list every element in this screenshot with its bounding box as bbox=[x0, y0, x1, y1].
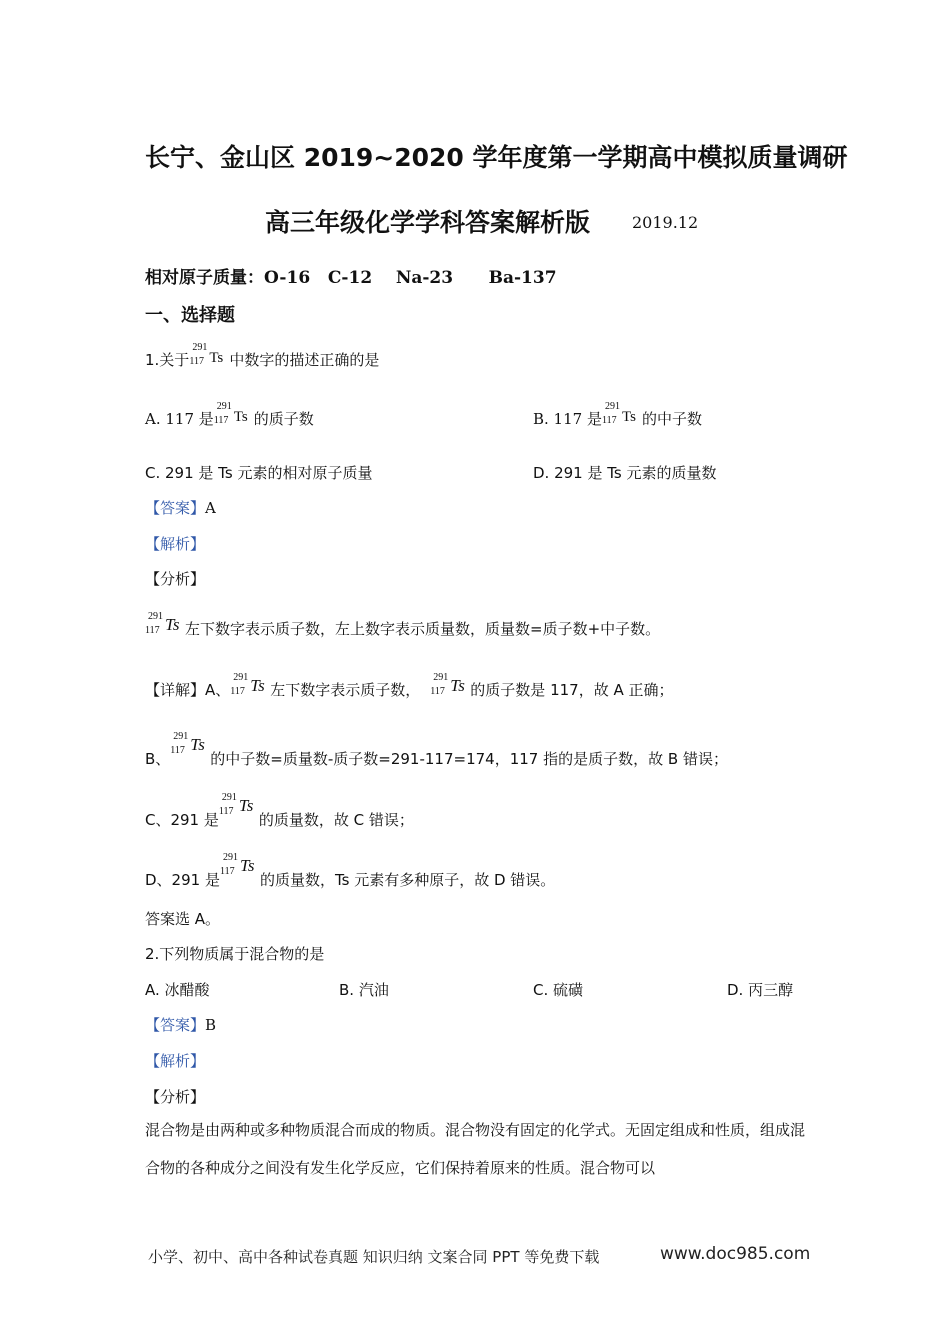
q1-answer-label: 【答案】 bbox=[145, 499, 206, 517]
nuclide-z: 117 bbox=[430, 686, 445, 697]
nuclide-symbol: Ts bbox=[250, 676, 265, 695]
nuclide-ts-italic bbox=[430, 673, 470, 701]
footer-text: 小学、初中、高中各种试卷真题 知识归纳 文案合同 PPT 等免费下载 bbox=[148, 1248, 600, 1266]
nuclide-ts-italic bbox=[220, 853, 260, 881]
nuclide-mass: 291 bbox=[173, 731, 189, 742]
q1-option-a-post: 的质子数 bbox=[253, 410, 314, 428]
footer-site-link[interactable]: www.doc985.com bbox=[660, 1244, 811, 1264]
q2-option-d: D. 丙三醇 bbox=[727, 981, 794, 999]
q1-detail-label: 【详解】 bbox=[145, 681, 206, 699]
q1-stem-suffix: 中数字的描述正确的是 bbox=[229, 351, 380, 369]
q1-conclusion: 答案选 A。 bbox=[145, 910, 221, 928]
q1-detail-b-post: 的中子数=质量数-质子数=291-117=174，117 指的是质子数，故 B 错误； bbox=[210, 750, 728, 768]
nuclide-mass: 291 bbox=[221, 792, 237, 803]
q1-stem bbox=[145, 343, 379, 371]
nuclide-symbol: Ts bbox=[190, 735, 205, 754]
nuclide-mass: 291 bbox=[222, 852, 238, 863]
nuclide-mass: 291 bbox=[148, 611, 163, 622]
q2-option-a: A. 冰醋酸 bbox=[145, 981, 210, 999]
q1-detail-c-post: 的质量数，故 C 错误； bbox=[258, 811, 414, 829]
nuclide-symbol: Ts bbox=[239, 856, 255, 875]
q1-option-b-pre: B. 117 是 bbox=[533, 410, 602, 428]
nuclide-mass: 291 bbox=[192, 342, 208, 353]
nuclide-z: 117 bbox=[218, 806, 234, 817]
q2-analysis-label: 【解析】 bbox=[145, 1052, 206, 1070]
nuclide-symbol: Ts bbox=[238, 796, 254, 815]
nuclide-ts-italic bbox=[230, 673, 270, 701]
q2-fenxi-label: 【分析】 bbox=[145, 1088, 206, 1106]
q1-detail-c bbox=[145, 793, 414, 830]
nuclide-symbol: Ts bbox=[450, 676, 465, 695]
q2-answer-value: B bbox=[205, 1016, 217, 1034]
q1-answer bbox=[145, 497, 216, 518]
q1-detail-b-pre: B、 bbox=[145, 750, 171, 768]
nuclide-mass: 291 bbox=[604, 401, 620, 412]
nuclide-symbol: Ts bbox=[621, 409, 636, 425]
q1-detail-d-post: 的质量数，Ts 元素有多种原子，故 D 错误。 bbox=[259, 871, 556, 889]
document-date: 2019.12 bbox=[632, 213, 699, 232]
nuclide-z: 117 bbox=[601, 415, 617, 426]
atomic-masses bbox=[145, 263, 557, 288]
section-heading: 一、选择题 bbox=[145, 305, 235, 326]
q2-option-c: C. 硫磺 bbox=[533, 981, 584, 999]
q1-option-a bbox=[145, 402, 314, 430]
nuclide-ts bbox=[189, 343, 229, 371]
document-subtitle: 高三年级化学学科答案解析版 bbox=[265, 208, 591, 237]
q2-answer-label: 【答案】 bbox=[145, 1016, 206, 1034]
nuclide-z: 117 bbox=[145, 625, 160, 636]
nuclide-symbol: Ts bbox=[165, 615, 180, 634]
nuclide-z: 117 bbox=[213, 415, 229, 426]
q2-answer bbox=[145, 1014, 216, 1035]
nuclide-ts-italic bbox=[170, 732, 210, 760]
q1-fenxi-label: 【分析】 bbox=[145, 570, 206, 588]
nuclide-symbol: Ts bbox=[233, 409, 248, 425]
nuclide-mass: 291 bbox=[433, 672, 449, 683]
q1-detail-c-pre: C、291 是 bbox=[145, 811, 219, 829]
atomic-masses-label: 相对原子质量： bbox=[145, 268, 264, 288]
q1-option-b bbox=[533, 402, 702, 430]
nuclide-ts-italic bbox=[219, 793, 259, 821]
nuclide-z: 117 bbox=[230, 686, 245, 697]
nuclide-symbol: Ts bbox=[209, 350, 224, 366]
q1-fenxi-body: 左下数字表示质子数，左上数字表示质量数，质量数=质子数+中子数。 bbox=[185, 620, 661, 638]
q1-option-c: C. 291 是 Ts 元素的相对原子质量 bbox=[145, 464, 373, 482]
q1-detail-d-pre: D、291 是 bbox=[145, 871, 220, 889]
q1-option-a-pre: A. 117 是 bbox=[145, 410, 214, 428]
nuclide-ts bbox=[214, 402, 254, 430]
nuclide-ts bbox=[602, 402, 642, 430]
q2-fenxi-text: 混合物是由两种或多种物质混合而成的物质。混合物没有固定的化学式。无固定组成和性质，组成混合物的各种成分之间没有发生化学反应，它们保持着原来的性质。混合物可以 bbox=[145, 1121, 806, 1177]
q1-detail-a-post: 的质子数是 117，故 A 正确； bbox=[470, 681, 674, 699]
q1-answer-value: A bbox=[205, 499, 216, 517]
q1-option-d: D. 291 是 Ts 元素的质量数 bbox=[533, 464, 717, 482]
nuclide-z: 117 bbox=[219, 866, 235, 877]
nuclide-z: 117 bbox=[189, 356, 204, 367]
nuclide-mass: 291 bbox=[216, 401, 232, 412]
nuclide-mass: 291 bbox=[233, 672, 249, 683]
q1-detail-d bbox=[145, 853, 555, 890]
q1-analysis-label: 【解析】 bbox=[145, 535, 206, 553]
q1-option-b-post: 的中子数 bbox=[641, 410, 702, 428]
q1-detail-a-pre: A、 bbox=[205, 681, 231, 699]
nuclide-z: 117 bbox=[170, 745, 185, 756]
q1-fenxi-text bbox=[145, 612, 660, 640]
q2-stem: 2.下列物质属于混合物的是 bbox=[145, 945, 325, 963]
nuclide-ts-italic bbox=[145, 612, 185, 640]
q2-option-b: B. 汽油 bbox=[339, 981, 389, 999]
q1-stem-prefix: 1.关于 bbox=[145, 351, 190, 369]
document-title: 长宁、金山区 2019~2020 学年度第一学期高中模拟质量调研 bbox=[145, 143, 848, 172]
atomic-masses-values: O-16 C-12 Na-23 Ba-137 bbox=[264, 268, 557, 288]
q1-detail-a-mid: 左下数字表示质子数， bbox=[270, 681, 421, 699]
q1-detail-a bbox=[145, 673, 674, 701]
q1-detail-b bbox=[145, 732, 728, 769]
